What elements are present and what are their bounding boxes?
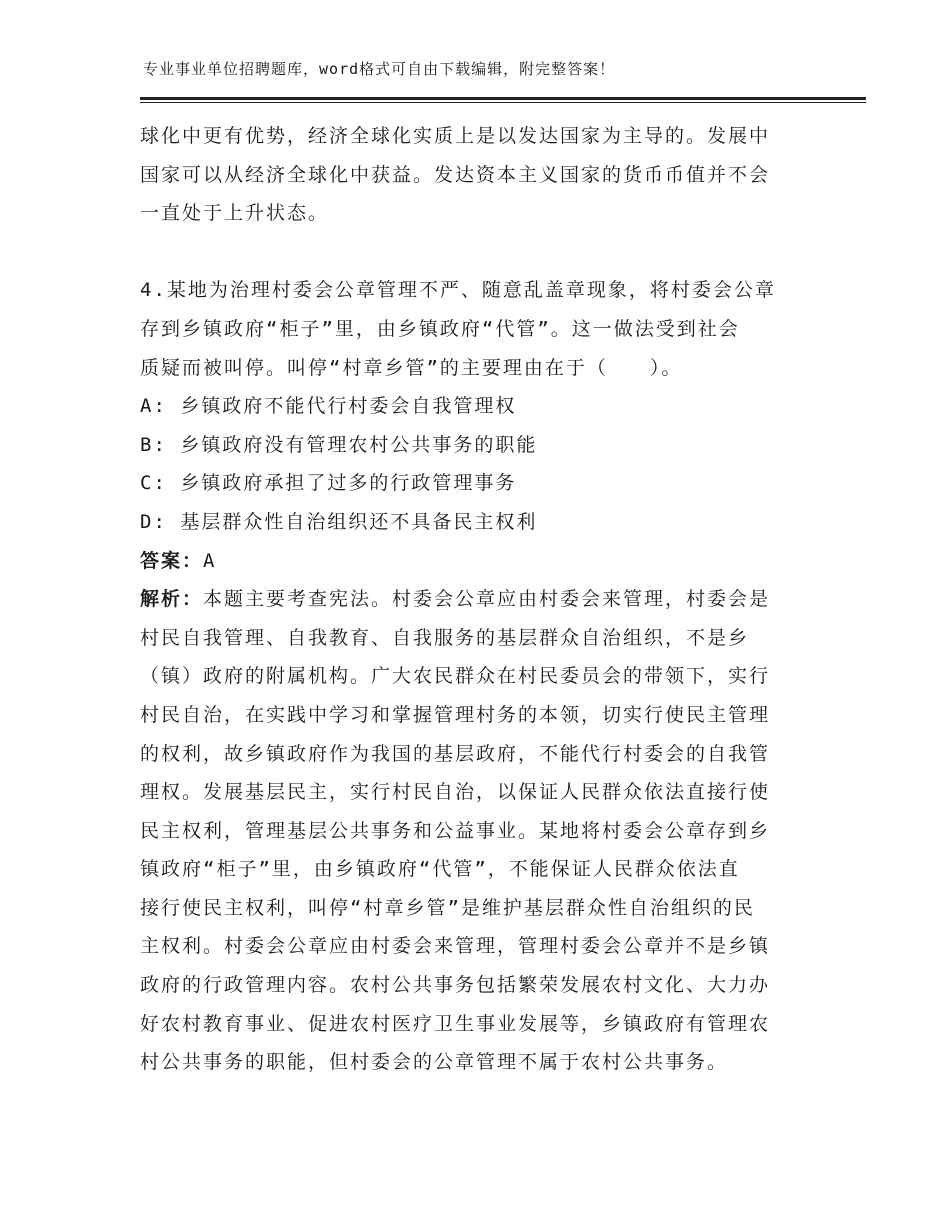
- analysis-line: 政府的行政管理内容。农村公共事务包括繁荣发展农村文化、大力办: [140, 974, 771, 997]
- analysis-line: 理权。发展基层民主，实行村民自治，以保证人民群众依法直接行使: [140, 781, 771, 804]
- question-stem-line: 质疑而被叫停。叫停“村章乡管”的主要理由在于（ ）。: [140, 356, 683, 379]
- analysis-line: 好农村教育事业、促进农村医疗卫生事业发展等，乡镇政府有管理农: [140, 1012, 771, 1035]
- option-d: D: 基层群众性自治组织还不具备民主权利: [140, 510, 538, 533]
- header-rule-thin: [140, 102, 866, 103]
- option-b: B: 乡镇政府没有管理农村公共事务的职能: [140, 433, 538, 456]
- continuation-line: 一直处于上升状态。: [140, 202, 330, 225]
- analysis-line: 村公共事务的职能，但村委会的公章管理不属于农村公共事务。: [140, 1051, 729, 1074]
- question-stem-line: 存到乡镇政府“柜子”里，由乡镇政府“代管”。这一做法受到社会: [140, 317, 740, 340]
- answer-value: A: [203, 549, 217, 572]
- analysis-line: 镇政府“柜子”里，由乡镇政府“代管”，不能保证人民群众依法直: [140, 858, 740, 881]
- paragraph-gap: [140, 233, 800, 272]
- analysis-line: 接行使民主权利，叫停“村章乡管”是维护基层群众性自治组织的民: [140, 896, 755, 919]
- analysis-first-text: 本题主要考查宪法。村委会公章应由村委会来管理，村委会是: [203, 588, 771, 611]
- question-stem-line: 4.某地为治理村委会公章管理不严、随意乱盖章现象，将村委会公章: [140, 279, 776, 302]
- analysis-line: 主权利。村委会公章应由村委会来管理，管理村委会公章并不是乡镇: [140, 935, 771, 958]
- continuation-line: 球化中更有优势，经济全球化实质上是以发达国家为主导的。发展中: [140, 125, 771, 147]
- analysis-line: 村民自我管理、自我教育、自我服务的基层群众自治组织，不是乡: [140, 626, 750, 649]
- option-a: A: 乡镇政府不能代行村委会自我管理权: [140, 395, 517, 418]
- analysis-line: 民主权利，管理基层公共事务和公益事业。某地将村委会公章存到乡: [140, 819, 771, 842]
- continuation-line: 国家可以从经济全球化中获益。发达资本主义国家的货币币值并不会: [140, 163, 771, 186]
- analysis-line: 村民自治，在实践中学习和掌握管理村务的本领，切实行使民主管理: [140, 703, 771, 726]
- answer-label: 答案：: [140, 549, 204, 572]
- answer-line: [140, 542, 800, 581]
- option-c: C: 乡镇政府承担了过多的行政管理事务: [140, 472, 517, 495]
- analysis-line: [140, 580, 800, 619]
- document-body: [140, 117, 800, 1082]
- header-rule-thick: [140, 97, 866, 100]
- analysis-line: 的权利，故乡镇政府作为我国的基层政府，不能代行村委会的自我管: [140, 742, 771, 765]
- page-header: 专业事业单位招聘题库，word格式可自由下载编辑，附完整答案！: [143, 60, 616, 78]
- analysis-line: （镇）政府的附属机构。广大农民群众在村民委员会的带领下，实行: [140, 665, 771, 688]
- analysis-label: 解析：: [140, 588, 204, 611]
